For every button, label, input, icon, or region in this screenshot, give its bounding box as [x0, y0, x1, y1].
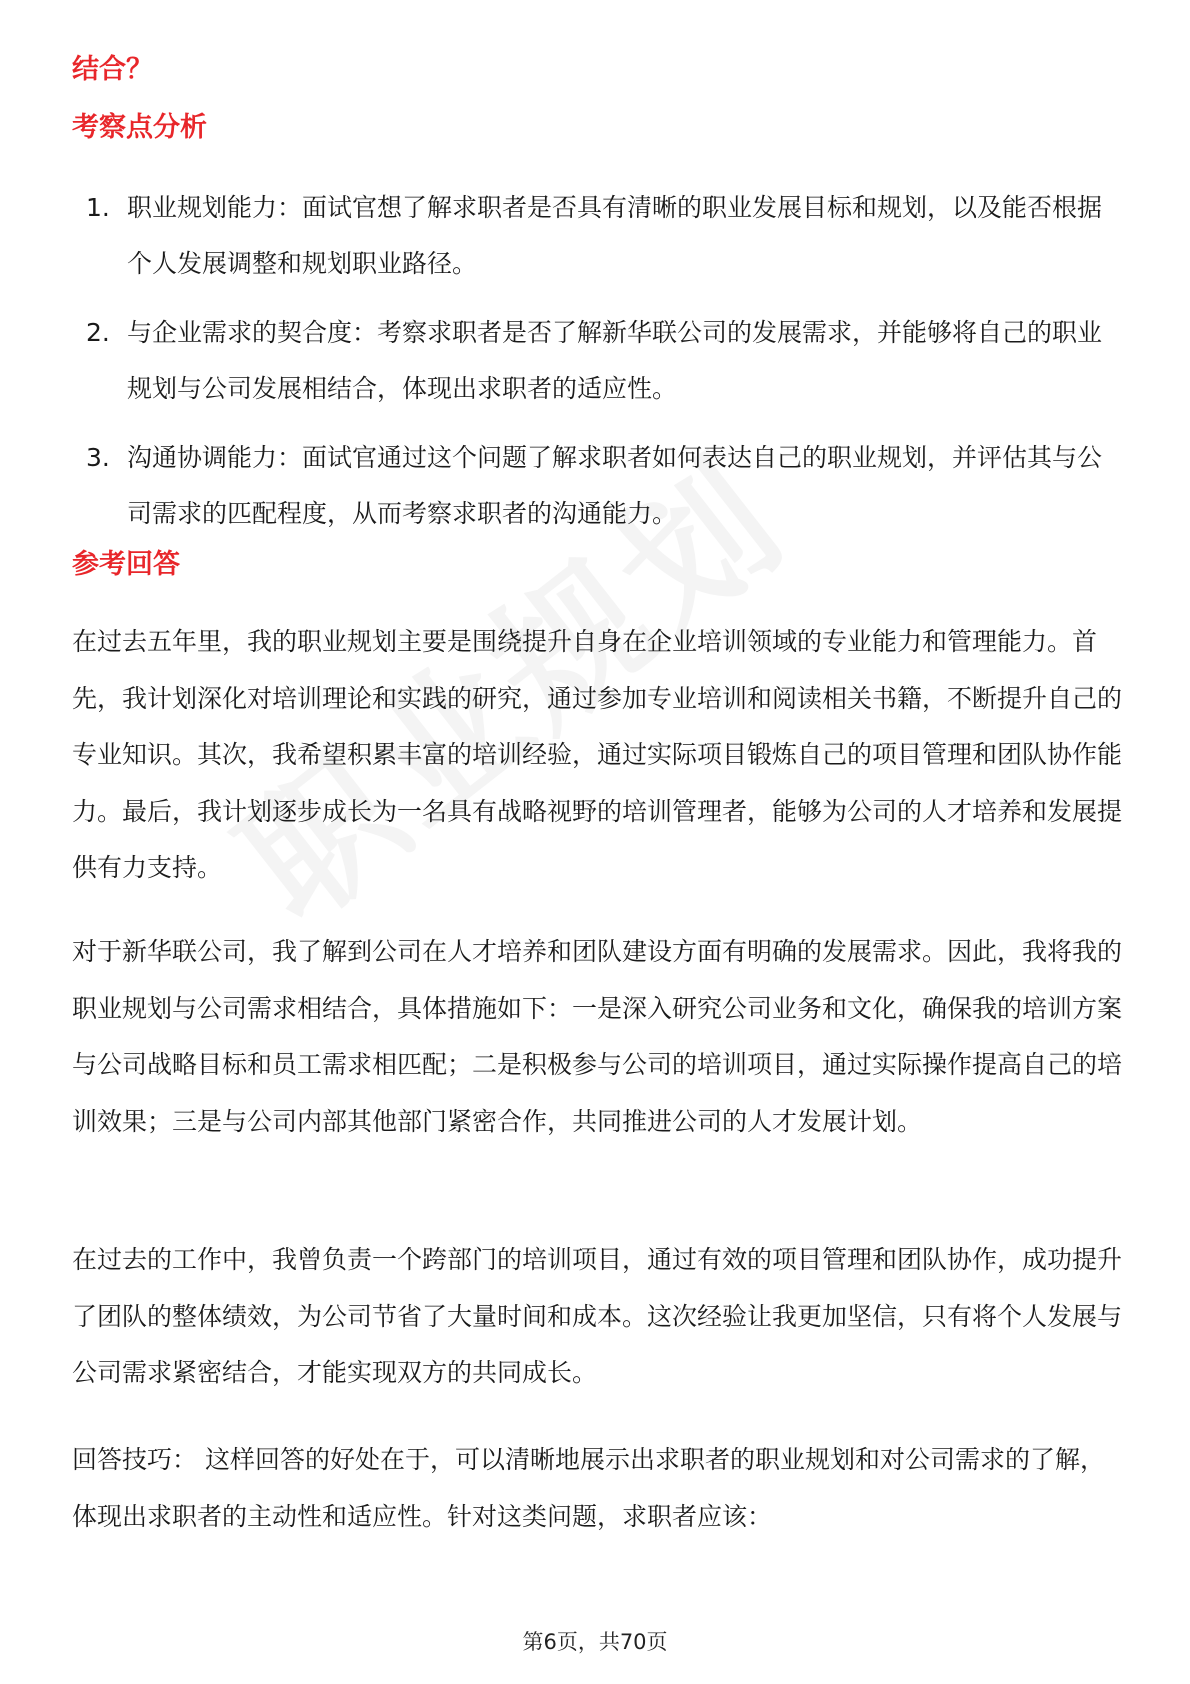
list-item-number: 1. [86, 193, 110, 222]
answer-paragraph: 对于新华联公司，我了解到公司在人才培养和团队建设方面有明确的发展需求。因此，我将我的职业规划与公司需求相结合，具体措施如下：一是深入研究公司业务和文化，确保我的培训方案与公司战略目标和员工需求相匹配；二是积极参与公司的培训项目，通过实际操作提高自己的培训效果；三是与公司内部其他部门紧密合作，共同推进公司的人才发展计划。 [72, 937, 1123, 1136]
list-item-number: 3. [86, 443, 110, 472]
page-number-footer: 第6页，共70页 [522, 1630, 668, 1654]
list-item-number: 2. [86, 318, 110, 347]
list-item-text: 职业规划能力：面试官想了解求职者是否具有清晰的职业发展目标和规划，以及能否根据个人发展调整和规划职业路径。 [127, 193, 1103, 278]
analysis-list-item [72, 430, 1122, 542]
analysis-list [72, 180, 1122, 555]
analysis-list-item [72, 305, 1122, 417]
answer-tips-paragraph: 回答技巧： 这样回答的好处在于，可以清晰地展示出求职者的职业规划和对公司需求的了解，体现出求职者的主动性和适应性。针对这类问题，求职者应该： [72, 1445, 1105, 1531]
section-heading-answer: 参考回答 [72, 549, 180, 580]
list-item-text: 与企业需求的契合度：考察求职者是否了解新华联公司的发展需求，并能够将自己的职业规划与公司发展相结合，体现出求职者的适应性。 [127, 318, 1103, 403]
answer-paragraph: 在过去五年里，我的职业规划主要是围绕提升自身在企业培训领域的专业能力和管理能力。首先，我计划深化对培训理论和实践的研究，通过参加专业培训和阅读相关书籍，不断提升自己的专业知识。其次，我希望积累丰富的培训经验，通过实际项目锻炼自己的项目管理和团队协作能力。最后，我计划逐步成长为一名具有战略视野的培训管理者，能够为公司的人才培养和发展提供有力支持。 [72, 627, 1123, 882]
answer-paragraph: 在过去的工作中，我曾负责一个跨部门的培训项目，通过有效的项目管理和团队协作，成功提升了团队的整体绩效，为公司节省了大量时间和成本。这次经验让我更加坚信，只有将个人发展与公司需求紧密结合，才能实现双方的共同成长。 [72, 1245, 1123, 1387]
list-item-text: 沟通协调能力：面试官通过这个问题了解求职者如何表达自己的职业规划，并评估其与公司需求的匹配程度，从而考察求职者的沟通能力。 [127, 443, 1103, 528]
analysis-list-item [72, 180, 1122, 292]
section-heading-analysis: 考察点分析 [72, 112, 207, 143]
section-heading-continuation: 结合？ [72, 54, 153, 85]
